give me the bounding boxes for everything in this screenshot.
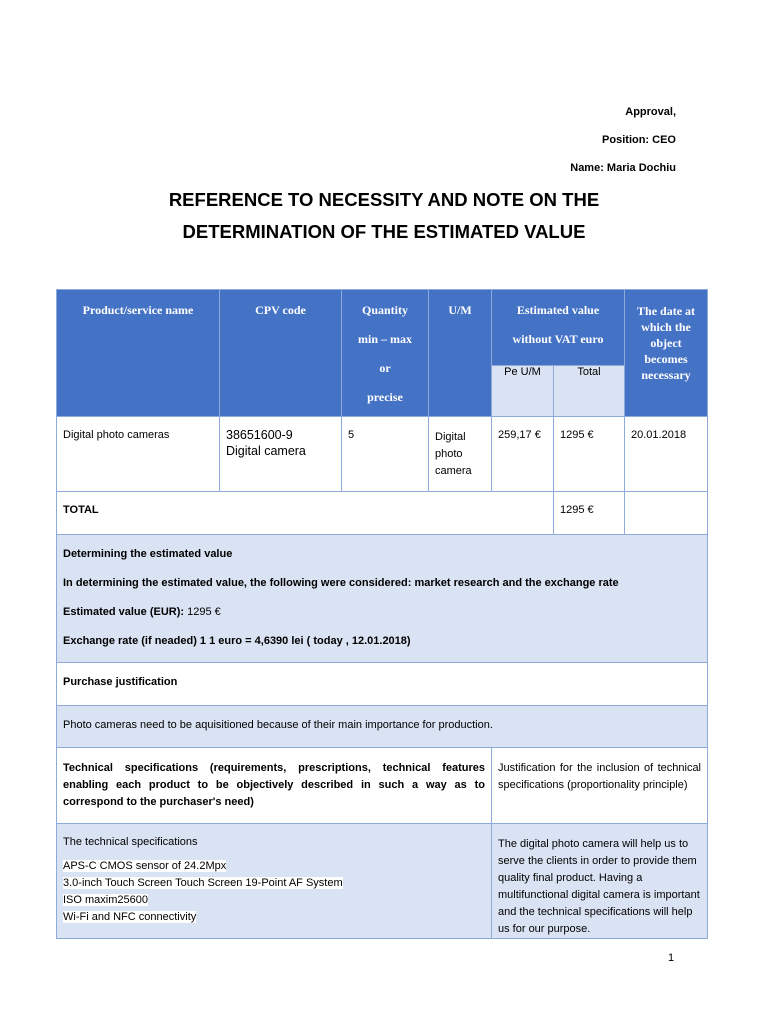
tech-heading-row	[57, 748, 708, 824]
purchase-text: Photo cameras need to be aquisitioned because of their main importance for production.	[57, 706, 708, 748]
exchange-rate: Exchange rate (if neaded) 1 1 euro = 4,6390 lei ( today , 12.01.2018)	[63, 635, 411, 647]
approval-block	[570, 98, 676, 182]
list-item: 3.0-inch Touch Screen Touch Screen 19-Point AF System	[63, 877, 343, 889]
tech-spec-row	[57, 824, 708, 939]
estimated-value-row	[57, 535, 708, 663]
header-product: Product/service name	[57, 290, 220, 417]
estimated-heading: Determining the estimated value	[63, 548, 233, 560]
title-line-1: REFERENCE TO NECESSITY AND NOTE ON THE	[168, 189, 600, 210]
total-label: TOTAL	[57, 492, 554, 535]
purchase-heading: Purchase justification	[57, 663, 708, 706]
header-date: The date at which the object becomes necessary	[625, 290, 708, 417]
title-line-2: DETERMINATION OF THE ESTIMATED VALUE	[182, 221, 586, 242]
header-estimated-value: Estimated value without VAT euro	[492, 290, 625, 366]
total-value: 1295 €	[554, 492, 625, 535]
header-pe-um: Pe U/M	[492, 366, 554, 417]
list-item: APS-C CMOS sensor of 24.2Mpx	[63, 860, 227, 872]
list-item: Wi-Fi and NFC connectivity	[63, 911, 197, 923]
justification-text: The digital photo camera will help us to serve the clients in order to provide them quality final product. Having a multifunctional digital camera is important and the technical specifications will help us for our purpose.	[492, 824, 708, 939]
estimate-table	[56, 289, 708, 939]
header-um: U/M	[429, 290, 492, 417]
purchase-text-row	[57, 706, 708, 748]
header-quantity: Quantity min – max or precise	[342, 290, 429, 417]
total-row	[57, 492, 708, 535]
estimated-value-line: Estimated value (EUR): 1295 €	[63, 606, 221, 618]
cell-pe-um: 259,17 €	[492, 417, 554, 492]
tech-heading: Technical specifications (requirements, prescriptions, technical features enabling each product to be objectively described in such a way as to correspond to the purchaser's need)	[57, 748, 492, 824]
cell-total: 1295 €	[554, 417, 625, 492]
approval-position: Position: CEO	[602, 134, 676, 146]
approval-name: Name: Maria Dochiu	[570, 162, 676, 174]
cell-product: Digital photo cameras	[57, 417, 220, 492]
estimated-considered: In determining the estimated value, the following were considered: market research and the exchange rate	[63, 577, 619, 589]
purchase-heading-row	[57, 663, 708, 706]
tech-spec-cell	[57, 824, 492, 939]
document-title	[0, 184, 768, 248]
cell-date: 20.01.2018	[625, 417, 708, 492]
header-cpv: CPV code	[220, 290, 342, 417]
cell-cpv: 38651600-9 Digital camera	[220, 417, 342, 492]
page-number: 1	[668, 952, 675, 964]
header-row	[57, 290, 708, 366]
cell-um: Digital photo camera	[429, 417, 492, 492]
header-total: Total	[554, 366, 625, 417]
tech-spec-label: The technical specifications	[63, 836, 198, 848]
list-item: ISO maxim25600	[63, 894, 148, 906]
total-empty-cell	[625, 492, 708, 535]
tech-spec-list	[63, 858, 485, 926]
approval-label: Approval,	[625, 106, 676, 118]
justification-heading: Justification for the inclusion of technical specifications (proportionality principle)	[492, 748, 708, 824]
table-row	[57, 417, 708, 492]
estimated-value-section	[57, 535, 708, 663]
cell-quantity: 5	[342, 417, 429, 492]
